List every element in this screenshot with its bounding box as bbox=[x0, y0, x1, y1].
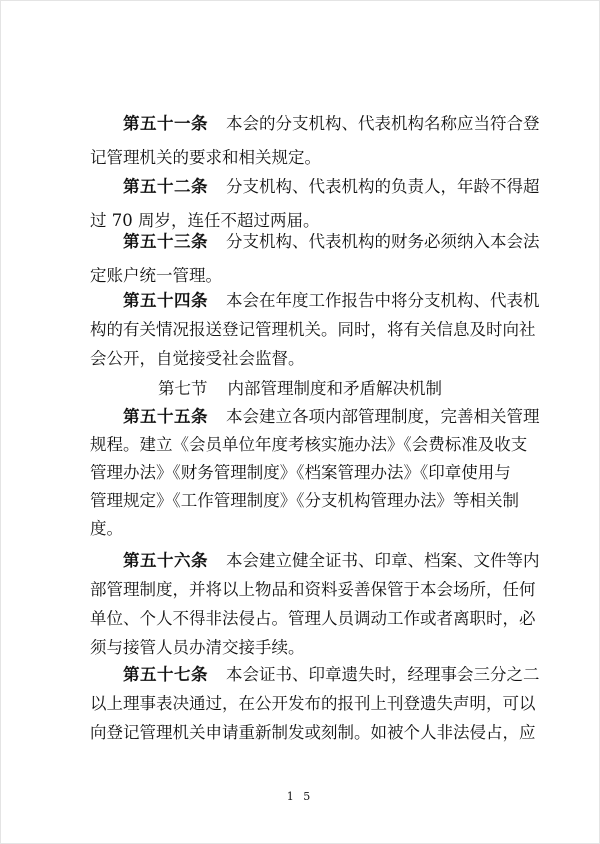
article-line: 构的有关情况报送登记管理机关。同时，将有关信息及时向社 bbox=[90, 320, 536, 339]
article-number: 第五十二条 bbox=[123, 177, 208, 196]
article-line: 单位、个人不得非法侵占。管理人员调动工作或者离职时，必 bbox=[90, 609, 536, 628]
article-line: 第五十七条 本会证书、印章遗失时，经理事会三分之二 bbox=[123, 665, 540, 684]
article-line: 定账户统一管理。 bbox=[90, 266, 222, 285]
article-number: 第五十一条 bbox=[123, 114, 208, 133]
article-line: 第五十三条 分支机构、代表机构的财务必须纳入本会法 bbox=[123, 232, 540, 251]
article-line: 第五十二条 分支机构、代表机构的负责人，年龄不得超 bbox=[123, 177, 540, 196]
article-line: 会公开，自觉接受社会监督。 bbox=[90, 349, 305, 368]
article-line: 以上理事表决通过，在公开发布的报刊上刊登遗失声明，可以 bbox=[90, 694, 536, 713]
section-heading: 内部管理制度和矛盾解决机制 bbox=[227, 379, 442, 398]
article-line: 第五十四条 本会在年度工作报告中将分支机构、代表机 bbox=[123, 291, 540, 310]
article-line: 管理办法》《财务管理制度》《档案管理办法》《印章使用与 bbox=[90, 463, 511, 482]
article-line: 部管理制度，并将以上物品和资料妥善保管于本会场所，任何 bbox=[90, 580, 536, 599]
section-number: 第七节 bbox=[158, 379, 208, 398]
article-number: 第五十三条 bbox=[123, 232, 208, 251]
article-number: 第五十六条 bbox=[123, 551, 208, 570]
article-line: 管理规定》《工作管理制度》《分支机构管理办法》等相关制 bbox=[90, 491, 519, 510]
article-line: 须与接管人员办清交接手续。 bbox=[90, 638, 305, 657]
article-line: 过 70 周岁，连任不超过两届。 bbox=[90, 211, 320, 230]
article-line: 向登记管理机关申请重新制发或刻制。如被个人非法侵占，应 bbox=[90, 723, 536, 742]
article-line: 记管理机关的要求和相关规定。 bbox=[90, 148, 321, 167]
article-line: 度。 bbox=[90, 519, 123, 538]
article-line: 规程。建立《会员单位年度考核实施办法》《会费标准及收支 bbox=[90, 435, 528, 454]
page-number: 1 5 bbox=[286, 790, 314, 803]
article-line: 第五十一条 本会的分支机构、代表机构名称应当符合登 bbox=[123, 114, 540, 133]
article-number: 第五十四条 bbox=[123, 291, 208, 310]
article-line: 第五十五条 本会建立各项内部管理制度，完善相关管理 bbox=[123, 407, 540, 426]
article-number: 第五十五条 bbox=[123, 407, 208, 426]
article-line: 第五十六条 本会建立健全证书、印章、档案、文件等内 bbox=[123, 551, 540, 570]
article-number: 第五十七条 bbox=[123, 665, 208, 684]
